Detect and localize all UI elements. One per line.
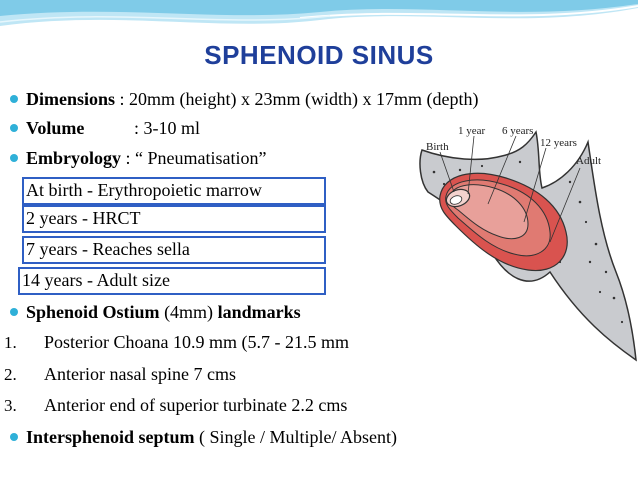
ostium-tail: landmarks bbox=[217, 302, 301, 322]
bullet-dot bbox=[10, 95, 18, 103]
bullet-dot bbox=[10, 124, 18, 132]
septum-text: ( Single / Multiple/ Absent) bbox=[194, 427, 398, 447]
slide-title: SPHENOID SINUS bbox=[204, 40, 434, 70]
landmark-number: 2. bbox=[4, 365, 17, 384]
figure-label-12-years: 12 years bbox=[540, 137, 577, 149]
header-wave-decoration bbox=[0, 0, 638, 40]
volume-label: Volume bbox=[26, 118, 85, 138]
ostium-text: (4mm) bbox=[159, 302, 218, 322]
landmark-item: Posterior Choana 10.9 mm (5.7 - 21.5 mm bbox=[44, 332, 349, 352]
dimensions-text: : 20mm (height) x 23mm (width) x 17mm (depth) bbox=[115, 89, 479, 109]
dimensions-line bbox=[26, 88, 478, 110]
ostium-label: Sphenoid Ostium bbox=[26, 302, 160, 322]
bullet-dot bbox=[10, 308, 18, 316]
volume-text: : 3-10 ml bbox=[134, 118, 200, 138]
figure-label-1-year: 1 year bbox=[458, 125, 486, 137]
volume-line bbox=[26, 117, 200, 139]
figure-label-adult: Adult bbox=[576, 155, 602, 167]
bullet-dot bbox=[10, 433, 18, 441]
septum-label: Intersphenoid septum bbox=[26, 427, 195, 447]
figure-label-birth: Birth bbox=[426, 141, 449, 153]
embryology-text: : “ Pneumatisation” bbox=[121, 148, 267, 168]
stage-box-birth: At birth - Erythropoietic marrow bbox=[22, 177, 326, 205]
landmark-item: Anterior nasal spine 7 cms bbox=[44, 364, 236, 384]
embryology-label: Embryology bbox=[26, 148, 122, 168]
sinus-development-figure bbox=[410, 122, 638, 364]
figure-label-6-years: 6 years bbox=[502, 125, 534, 137]
stage-box-7-years: 7 years - Reaches sella bbox=[22, 236, 326, 264]
landmark-number: 1. bbox=[4, 333, 17, 352]
ostium-line bbox=[26, 301, 301, 323]
dimensions-label: Dimensions bbox=[26, 89, 116, 109]
stage-box-14-years: 14 years - Adult size bbox=[18, 267, 326, 295]
embryology-line bbox=[26, 147, 266, 169]
stage-box-2-years: 2 years - HRCT bbox=[22, 205, 326, 233]
landmark-item: Anterior end of superior turbinate 2.2 cms bbox=[44, 395, 348, 415]
bullet-dot bbox=[10, 154, 18, 162]
septum-line bbox=[26, 426, 397, 448]
landmark-number: 3. bbox=[4, 396, 17, 415]
